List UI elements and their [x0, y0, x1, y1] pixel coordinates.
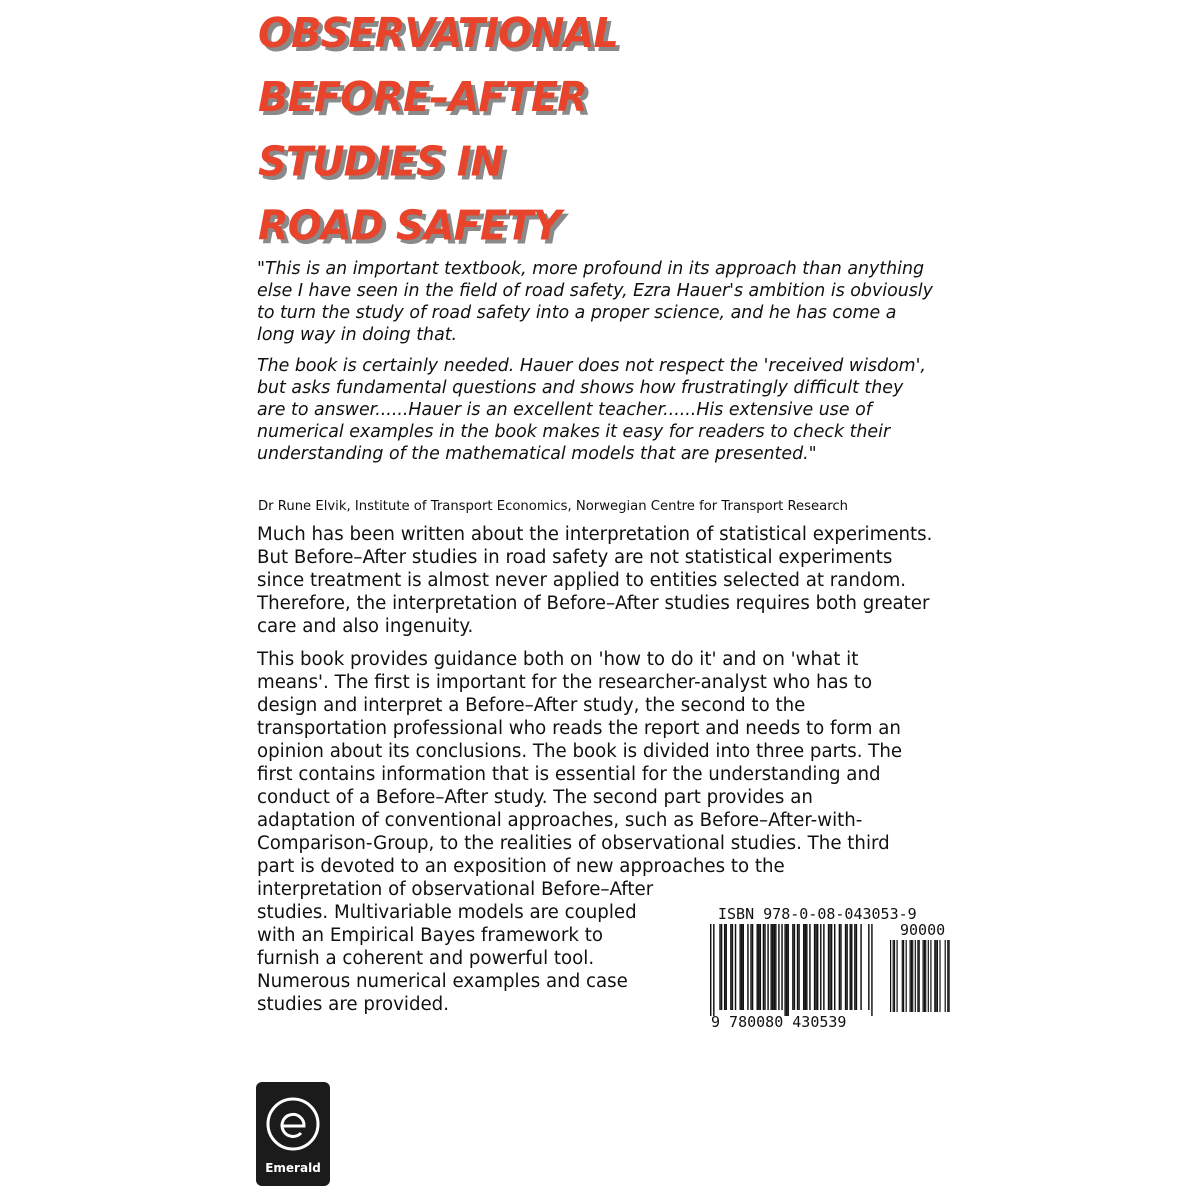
- barcode-bar: [829, 924, 830, 1010]
- barcode-bar: [823, 924, 824, 1010]
- barcode-bar: [845, 924, 846, 1010]
- barcode-bar: [868, 924, 869, 1010]
- description-paragraph-1: Much has been written about the interpretation of statistical experiments. But Before–After studies in road safety are not statistical experiments since treatment is almost never applied to entities selected at random. Therefore, the interpretation of Before–After studies requires both greater care and also ingenuity.: [257, 524, 933, 637]
- description-line: design and interpret a Before–After study, the second to the: [257, 695, 806, 716]
- barcode-addon-bar: [890, 940, 891, 1012]
- barcode-addon-bar: [919, 940, 920, 1012]
- barcode-addon-bar: [897, 940, 898, 1012]
- barcode-bar: [828, 924, 829, 1010]
- barcode-bar: [803, 924, 804, 1010]
- barcode-addon-bar: [928, 940, 929, 1012]
- barcode-bar: [871, 924, 872, 1016]
- barcode-addon-bar: [912, 940, 913, 1012]
- barcode-bar: [784, 924, 785, 1016]
- barcode-bar: [781, 924, 782, 1010]
- description-line: furnish a coherent and powerful tool.: [257, 948, 595, 969]
- book-title-line-2: BEFORE–AFTER: [258, 74, 587, 122]
- isbn-label: ISBN 978-0-08-043053-9: [718, 905, 917, 923]
- barcode-bar: [778, 924, 779, 1010]
- review-paragraph: The book is certainly needed. Hauer does not respect the 'received wisdom', but asks fundamental questions and shows how frustratingly difficult they are to answer......Hauer is an excellent teacher......His extensive use of numerical examples in the book makes it easy for readers to check their understanding of the mathematical models that are presented.": [257, 356, 926, 464]
- description-line: means'. The first is important for the researcher-analyst who has to: [257, 672, 873, 693]
- barcode-addon-bar: [917, 940, 918, 1012]
- barcode-addon-bar: [911, 940, 912, 1012]
- barcode-addon-bar: [903, 940, 904, 1012]
- barcode-bar: [846, 924, 847, 1010]
- description-line: with an Empirical Bayes framework to: [257, 925, 603, 946]
- publisher-name: Emerald: [265, 1161, 321, 1175]
- barcode-bar: [839, 924, 840, 1010]
- barcode-bar: [860, 924, 861, 1010]
- barcode-bar: [814, 924, 815, 1010]
- barcode-bar: [786, 924, 787, 1016]
- barcode-addon-bar: [923, 940, 924, 1012]
- barcode-bar: [726, 924, 727, 1010]
- barcode-bar: [820, 924, 821, 1010]
- barcode-bar: [850, 924, 851, 1010]
- barcode-addon-bar: [902, 940, 903, 1012]
- barcode-bar: [743, 924, 744, 1010]
- barcode-bar: [741, 924, 742, 1010]
- barcode-bar: [788, 924, 789, 1016]
- description-line: part is devoted to an exposition of new approaches to the: [257, 856, 785, 877]
- barcode-bar: [747, 924, 748, 1010]
- barcode-bar: [840, 924, 841, 1010]
- barcode-bar: [713, 924, 714, 1016]
- barcode-bar: [770, 924, 771, 1010]
- barcode-bar: [831, 924, 832, 1010]
- description-line: adaptation of conventional approaches, such as Before–After-with-: [257, 810, 863, 831]
- barcode-bar: [806, 924, 807, 1010]
- barcode-bar: [739, 924, 740, 1010]
- review-quote: [257, 258, 937, 474]
- barcode-addon-bar: [945, 940, 946, 1012]
- barcode-addon-bar: [906, 940, 907, 1012]
- barcode-bar: [757, 924, 758, 1010]
- description-line: This book provides guidance both on 'how to do it' and on 'what it: [257, 649, 859, 670]
- barcode-addon-bar: [936, 940, 937, 1012]
- barcode-bar: [732, 924, 733, 1010]
- barcode-bar: [817, 924, 818, 1010]
- barcode-bar: [797, 924, 798, 1010]
- barcode-addon-bar: [937, 940, 938, 1012]
- description-line: studies. Multivariable models are coupled: [257, 902, 637, 923]
- book-title-line-4: ROAD SAFETY: [258, 202, 561, 250]
- barcode-bar: [805, 924, 806, 1010]
- barcode-bar: [792, 924, 793, 1010]
- barcode-bar: [774, 924, 775, 1010]
- barcode-bar: [764, 924, 765, 1010]
- barcode-addon-bar: [947, 940, 948, 1012]
- barcode-bar: [710, 924, 711, 1016]
- barcode-bar: [798, 924, 799, 1010]
- barcode-bar: [735, 924, 736, 1010]
- barcode-bar: [815, 924, 816, 1010]
- price-code: 90000: [900, 921, 946, 939]
- barcode-addon-bar: [894, 940, 895, 1012]
- barcode-bar: [763, 924, 764, 1010]
- ean-digits: 9 780080 430539: [711, 1013, 847, 1031]
- description-line: first contains information that is essential for the understanding and: [257, 764, 881, 785]
- review-paragraph: "This is an important textbook, more profound in its approach than anything else I have seen in the field of road safety, Ezra Hauer's ambition is obviously to turn the study of road safety into a proper science, and he has come a long way in doing that.: [257, 259, 933, 345]
- description-line: Numerous numerical examples and case: [257, 971, 628, 992]
- barcode-bar: [794, 924, 795, 1010]
- barcode-addon-bar: [910, 940, 911, 1012]
- barcode-bar: [767, 924, 768, 1010]
- barcode-bar: [719, 924, 720, 1010]
- description-line: interpretation of observational Before–After: [257, 879, 654, 900]
- emerald-logo: [256, 1082, 330, 1186]
- book-title-line-1: OBSERVATIONAL: [258, 10, 618, 58]
- description-line: transportation professional who reads the report and needs to form an: [257, 718, 901, 739]
- barcode-bar: [809, 924, 810, 1010]
- barcode-bar: [854, 924, 855, 1010]
- description-line: studies are provided.: [257, 994, 449, 1015]
- barcode-addon-bar: [893, 940, 894, 1012]
- barcode-bar: [721, 924, 722, 1010]
- barcode-addon-bar: [925, 940, 926, 1012]
- barcode-bar: [856, 924, 857, 1010]
- barcode-bar: [851, 924, 852, 1010]
- barcode-bar: [775, 924, 776, 1010]
- barcode-bar: [750, 924, 751, 1010]
- barcode-addon-bar: [915, 940, 916, 1012]
- barcode-addon-bar: [934, 940, 935, 1012]
- barcode-bar: [724, 924, 725, 1010]
- book-title-line-3: STUDIES IN: [258, 138, 504, 186]
- review-attribution: Dr Rune Elvik, Institute of Transport Economics, Norwegian Centre for Transport Research: [258, 499, 848, 514]
- description-line: Comparison-Group, to the realities of observational studies. The third: [257, 833, 890, 854]
- barcode-bar: [730, 924, 731, 1010]
- barcode-addon-bar: [924, 940, 925, 1012]
- barcode-addon-bar: [930, 940, 931, 1012]
- description-line: conduct of a Before–After study. The second part provides an: [257, 787, 813, 808]
- description-line: opinion about its conclusions. The book is divided into three parts. The: [257, 741, 903, 762]
- book-title: [258, 2, 618, 259]
- barcode-addon-bar: [939, 940, 940, 1012]
- barcode-bar: [760, 924, 761, 1010]
- barcode-addon-bar: [949, 940, 950, 1012]
- barcode-bar: [834, 924, 835, 1010]
- barcode-bar: [752, 924, 753, 1010]
- barcode-bar: [758, 924, 759, 1010]
- barcode-bar: [772, 924, 773, 1010]
